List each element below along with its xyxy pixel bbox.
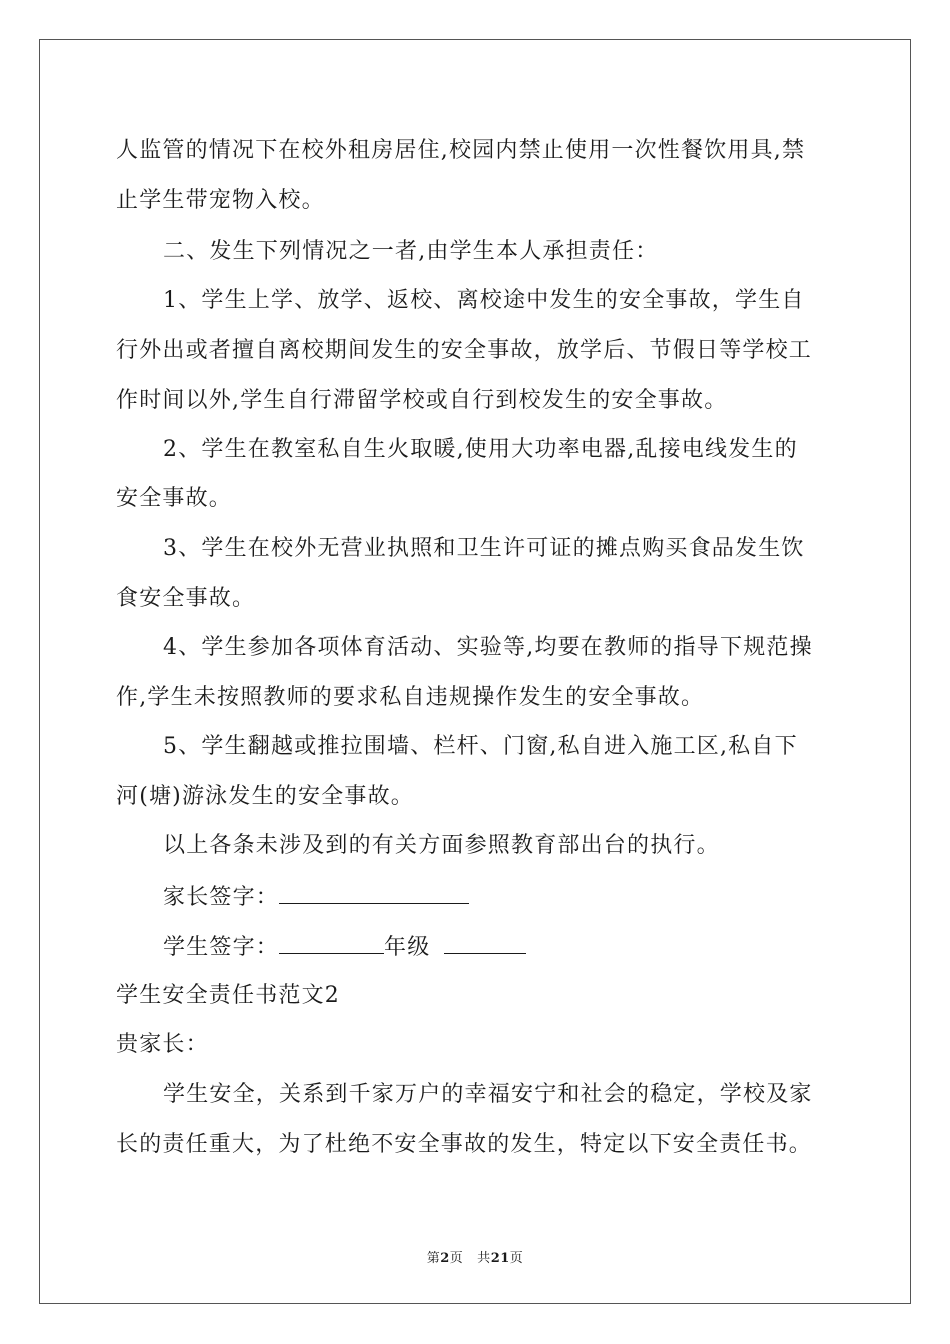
body-line: 以上各条未涉及到的有关方面参照教育部出台的执行。 — [163, 833, 720, 858]
total-pages: 21 — [490, 1251, 510, 1266]
body-line: 作时间以外,学生自行滞留学校或自行到校发生的安全事故。 — [116, 388, 728, 413]
page-border — [39, 39, 911, 1304]
body-line: 止学生带宠物入校。 — [116, 188, 325, 213]
parent-signature-blank[interactable] — [279, 883, 469, 904]
body-line: 3、学生在校外无营业执照和卫生许可证的摊点购买食品发生饮 — [163, 536, 805, 561]
page-number: 2 — [440, 1251, 450, 1266]
body-line: 学生安全，关系到千家万户的幸福安宁和社会的稳定，学校及家 — [163, 1082, 813, 1107]
parent-signature-line — [163, 883, 469, 911]
body-line: 河(塘)游泳发生的安全事故。 — [116, 784, 414, 809]
salutation: 贵家长： — [116, 1032, 209, 1057]
total-suffix: 页 — [509, 1251, 524, 1266]
parent-signature-label: 家长签字： — [163, 885, 280, 910]
body-line: 2、学生在教室私自生火取暖,使用大功率电器,乱接电线发生的 — [163, 437, 798, 462]
body-line: 长的责任重大，为了杜绝不安全事故的发生，特定以下安全责任书。 — [116, 1132, 813, 1157]
grade-blank[interactable] — [444, 933, 526, 954]
body-line: 食安全事故。 — [116, 586, 256, 611]
body-line: 人监管的情况下在校外租房居住,校园内禁止使用一次性餐饮用具,禁 — [116, 138, 806, 163]
page-prefix: 第 — [426, 1251, 441, 1266]
body-line: 作,学生未按照教师的要求私自违规操作发生的安全事故。 — [116, 685, 705, 710]
body-line: 安全事故。 — [116, 486, 233, 511]
body-line: 4、学生参加各项体育活动、实验等,均要在教师的指导下规范操 — [163, 635, 813, 660]
page-suffix: 页 — [449, 1251, 464, 1266]
student-signature-line — [163, 933, 526, 961]
student-signature-label: 学生签字： — [163, 935, 280, 960]
student-signature-blank[interactable] — [279, 933, 384, 954]
body-line: 行外出或者擅自离校期间发生的安全事故，放学后、节假日等学校工 — [116, 338, 813, 363]
grade-label: 年级 — [384, 935, 431, 960]
page-footer — [0, 1247, 950, 1266]
body-line: 5、学生翻越或推拉围墙、栏杆、门窗,私自进入施工区,私自下 — [163, 734, 798, 759]
section-heading: 二、发生下列情况之一者,由学生本人承担责任： — [163, 239, 659, 264]
section-title: 学生安全责任书范文2 — [116, 983, 340, 1008]
total-prefix: 共 — [477, 1251, 491, 1266]
body-line: 1、学生上学、放学、返校、离校途中发生的安全事故，学生自 — [163, 288, 805, 313]
